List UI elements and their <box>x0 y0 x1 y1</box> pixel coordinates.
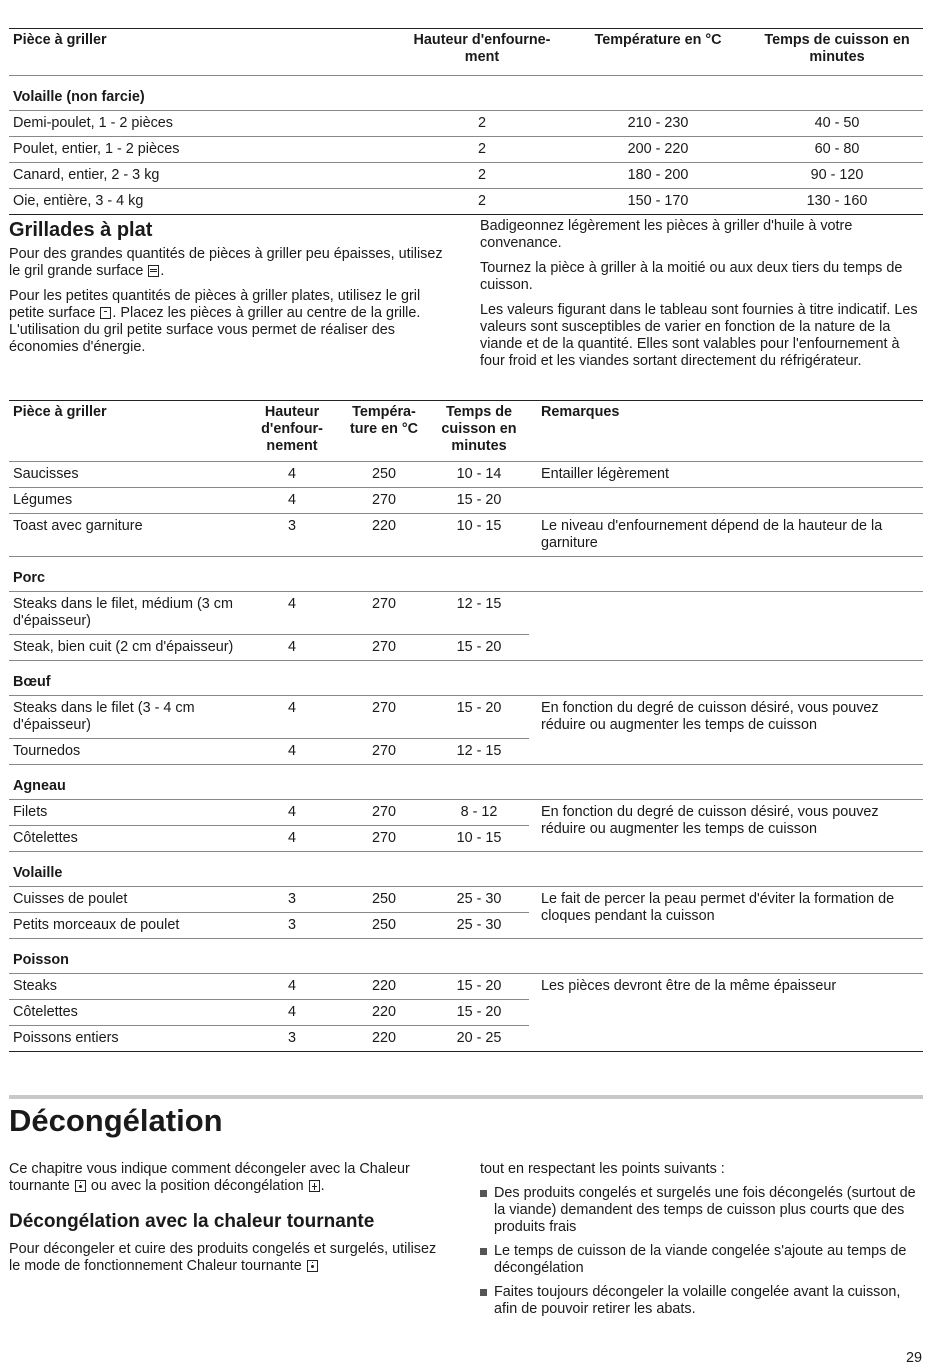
table-row <box>9 887 923 913</box>
table-cell: 4 <box>287 492 296 508</box>
table-cell: Petits morceaux de poulet <box>9 913 245 939</box>
subsection-title: Décongélation avec la chaleur tournante <box>9 1211 375 1232</box>
table-cell: Côtelettes <box>9 826 245 852</box>
paragraph: Tournez la pièce à griller à la moitié ou aux deux tiers du temps de cuisson. <box>480 260 903 293</box>
table-cell: 4 <box>245 800 339 826</box>
group-row <box>9 661 923 696</box>
table-cell: 4 <box>245 826 339 852</box>
header-hauteur: Hauteur d'enfourne-ment <box>413 32 551 65</box>
table-row <box>9 514 923 557</box>
table-row <box>9 488 923 514</box>
table-cell: Toast avec garniture <box>13 518 143 534</box>
table-cell: 25 - 30 <box>429 887 529 913</box>
table-cell: 40 - 50 <box>814 115 860 131</box>
grill-large-icon <box>148 265 159 277</box>
table-cell: 4 <box>287 466 296 482</box>
group-row <box>9 765 923 800</box>
table-cell: 3 <box>287 1030 296 1046</box>
table-cell: 12 - 15 <box>429 592 529 635</box>
table-cell: 220 <box>339 1000 429 1026</box>
table-cell: 10 - 15 <box>456 518 502 534</box>
decongelation-right-column <box>480 1161 922 1325</box>
header-piece: Pièce à griller <box>13 404 107 420</box>
header-temperature: Température en °C <box>594 32 722 48</box>
table-cell: Tournedos <box>9 739 245 765</box>
bullet-list <box>480 1185 922 1318</box>
remark-cell <box>529 592 923 661</box>
group-label: Volaille <box>13 865 63 881</box>
table-cell: 270 <box>339 592 429 635</box>
table-cell: 2 <box>477 115 486 131</box>
table-cell: 220 <box>371 1030 396 1046</box>
header-temps: Temps de cuisson en minutes <box>764 32 910 65</box>
table-cell: 4 <box>245 1000 339 1026</box>
header-temps: Temps de cuisson en minutes <box>441 404 517 454</box>
table-cell: 3 <box>245 913 339 939</box>
table-cell: Saucisses <box>13 466 79 482</box>
remark-cell: Les pièces devront être de la même épaisseur <box>541 978 837 994</box>
table-cell: Entailler légèrement <box>541 466 669 482</box>
table-row <box>9 800 923 826</box>
table-cell: Steaks dans le filet, médium (3 cm d'épaisseur) <box>9 592 245 635</box>
table-row <box>9 974 923 1000</box>
group-row <box>9 557 923 592</box>
list-item: Le temps de cuisson de la viande congelée s'ajoute au temps de décongélation <box>480 1243 922 1277</box>
table-cell: 15 - 20 <box>456 492 502 508</box>
table-cell: 10 - 15 <box>429 826 529 852</box>
group-row <box>9 852 923 887</box>
table-cell: Steaks <box>9 974 245 1000</box>
decongelation-left-column <box>9 1161 451 1283</box>
table-cell: Steak, bien cuit (2 cm d'épaisseur) <box>9 635 245 661</box>
table-cell: 270 <box>339 696 429 739</box>
header-hauteur: Hauteur d'enfour-nement <box>261 404 323 454</box>
group-row <box>9 76 923 111</box>
table-cell: 2 <box>477 167 486 183</box>
table-cell: Légumes <box>13 492 73 508</box>
table-cell: 250 <box>339 887 429 913</box>
table-cell: 270 <box>339 739 429 765</box>
table-cell: 270 <box>371 492 396 508</box>
table-cell: Poissons entiers <box>13 1030 119 1046</box>
table-cell: Canard, entier, 2 - 3 kg <box>13 167 160 183</box>
table-cell: 270 <box>339 635 429 661</box>
table-cell: Le niveau d'enfournement dépend de la hauteur de la garniture <box>541 518 883 551</box>
table-cell: 210 - 230 <box>627 115 689 131</box>
table-cell: 60 - 80 <box>814 141 860 157</box>
table-cell: 200 - 220 <box>627 141 689 157</box>
grillades-left-column <box>9 218 449 364</box>
table-cell: Poulet, entier, 1 - 2 pièces <box>13 141 180 157</box>
header-temperature: Tempéra-ture en °C <box>349 404 419 437</box>
table-cell: 25 - 30 <box>429 913 529 939</box>
table-row <box>9 189 923 215</box>
paragraph: tout en respectant les points suivants : <box>480 1161 725 1177</box>
table-row <box>9 137 923 163</box>
table-row <box>9 592 923 635</box>
table-cell: 15 - 20 <box>429 1000 529 1026</box>
list-item: Faites toujours décongeler la volaille congelée avant la cuisson, afin de pouvoir retirer les abats. <box>480 1284 922 1318</box>
table-cell: 4 <box>245 974 339 1000</box>
table-cell: 4 <box>245 696 339 739</box>
table-cell: Filets <box>9 800 245 826</box>
table-cell: 220 <box>339 974 429 1000</box>
remark-cell: Le fait de percer la peau permet d'éviter la formation de cloques pendant la cuisson <box>529 887 923 939</box>
defrost-icon <box>309 1180 320 1192</box>
header-remarques: Remarques <box>541 404 620 420</box>
section-title-grillades: Grillades à plat <box>9 219 153 241</box>
paragraph: Badigeonnez légèrement les pièces à griller d'huile à votre convenance. <box>480 218 853 251</box>
table-cell: 4 <box>245 635 339 661</box>
grill-small-icon <box>100 307 111 319</box>
table-cell: 270 <box>339 800 429 826</box>
table-row <box>9 163 923 189</box>
table-cell: 15 - 20 <box>429 635 529 661</box>
group-label: Porc <box>13 570 45 586</box>
group-label: Agneau <box>13 778 66 794</box>
table-cell: 2 <box>477 141 486 157</box>
remark-cell: En fonction du degré de cuisson désiré, vous pouvez réduire ou augmenter les temps de cuisson <box>529 800 923 852</box>
table-row <box>9 462 923 488</box>
group-label: Bœuf <box>13 674 51 690</box>
table-cell: Demi-poulet, 1 - 2 pièces <box>13 115 173 131</box>
table-cell: 220 <box>371 518 396 534</box>
group-row <box>9 939 923 974</box>
group-label: Poisson <box>13 952 69 968</box>
fan-heat-icon <box>75 1180 86 1192</box>
list-item: Des produits congelés et surgelés une fois décongelés (surtout de la viande) demandent des temps de cuisson plus courts que des produits frais <box>480 1185 922 1236</box>
paragraph: Pour les petites quantités de pièces à griller plates, utilisez le gril petite surface . Placez les pièces à griller au centre de la grille. L'utilisation du gril petite surface vous permet de réaliser des économies d'énergie. <box>9 288 421 355</box>
table-cell: 270 <box>339 826 429 852</box>
table-cell: 20 - 25 <box>456 1030 502 1046</box>
table-row <box>9 696 923 739</box>
table-cell: 15 - 20 <box>429 974 529 1000</box>
table-cell: 150 - 170 <box>627 193 689 209</box>
table-cell: Oie, entière, 3 - 4 kg <box>13 193 144 209</box>
table-cell: Steaks dans le filet (3 - 4 cm d'épaisseur) <box>9 696 245 739</box>
table-cell: 90 - 120 <box>810 167 864 183</box>
paragraph: Les valeurs figurant dans le tableau sont fournies à titre indicatif. Les valeurs sont susceptibles de varier en fonction de la nature de la viande et de la quantité. Elles sont valables pour l'enfournement à four froid et les viandes sortant directement du réfrigérateur. <box>480 302 918 369</box>
grilling-table <box>9 400 923 1052</box>
table-cell: 3 <box>245 887 339 913</box>
table-cell: 4 <box>245 592 339 635</box>
paragraph: Pour des grandes quantités de pièces à griller peu épaisses, utilisez le gril grande surface . <box>9 246 443 279</box>
fan-heat-icon <box>307 1260 318 1272</box>
section-divider <box>9 1095 923 1099</box>
group-label: Volaille (non farcie) <box>13 89 145 105</box>
table-cell: 15 - 20 <box>429 696 529 739</box>
page-number: 29 <box>905 1350 922 1366</box>
table-cell: Côtelettes <box>9 1000 245 1026</box>
table-cell: Cuisses de poulet <box>9 887 245 913</box>
table-row <box>9 111 923 137</box>
table-cell: 10 - 14 <box>456 466 502 482</box>
table-cell <box>529 488 923 514</box>
table-cell: 250 <box>371 466 396 482</box>
table-cell: 3 <box>287 518 296 534</box>
table-cell: 8 - 12 <box>429 800 529 826</box>
grillades-right-column <box>480 218 922 378</box>
table-cell: 4 <box>245 739 339 765</box>
paragraph: Ce chapitre vous indique comment décongeler avec la Chaleur tournante ou avec la position décongélation . <box>9 1161 410 1194</box>
table-cell: 130 - 160 <box>806 193 868 209</box>
remark-cell: En fonction du degré de cuisson désiré, vous pouvez réduire ou augmenter les temps de cuisson <box>529 696 923 765</box>
table-cell: 180 - 200 <box>627 167 689 183</box>
header-piece: Pièce à griller <box>13 32 107 48</box>
table-cell: 250 <box>339 913 429 939</box>
table-cell: 2 <box>477 193 486 209</box>
table-cell: 12 - 15 <box>429 739 529 765</box>
chapter-title-decongelation: Décongélation <box>9 1103 223 1138</box>
poultry-roasting-table <box>9 28 923 215</box>
paragraph: Pour décongeler et cuire des produits congelés et surgelés, utilisez le mode de fonctionnement Chaleur tournante <box>9 1241 437 1274</box>
